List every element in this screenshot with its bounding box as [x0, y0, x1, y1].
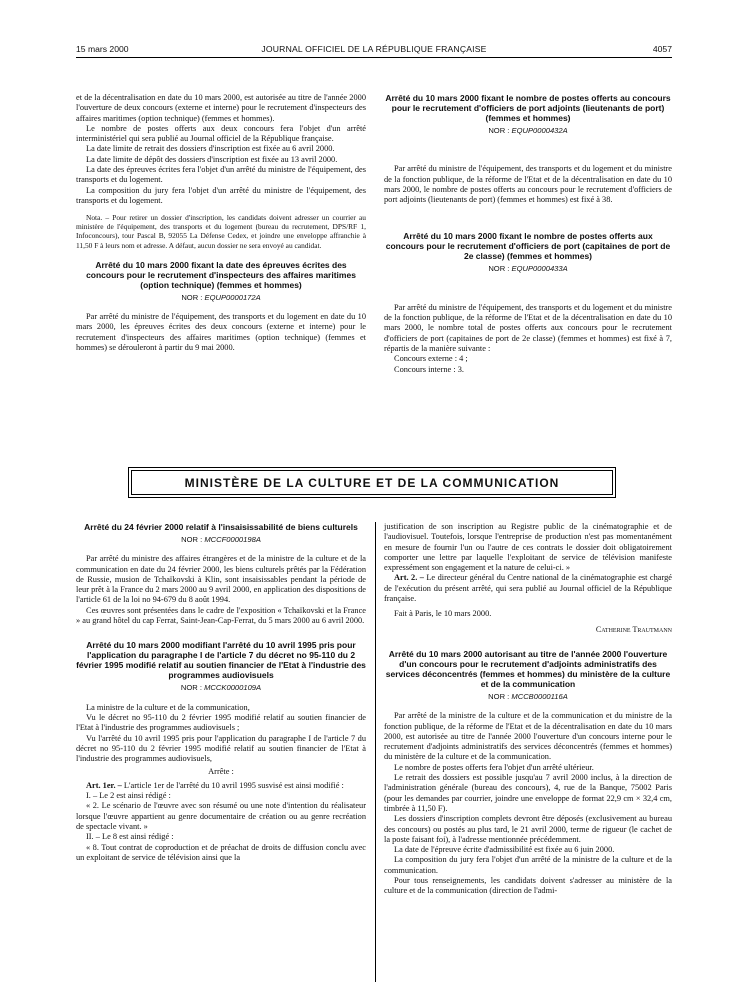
article-body — [76, 781, 366, 791]
nor-code: MCCK0000109A — [204, 683, 262, 693]
top-right-column — [384, 93, 672, 375]
article-body: Les dossiers d'inscription complets devront être déposés (exclusivement au bureau des concours) ou postés au plus tard, le 21 avril 2000, terme de rigueur (le cachet de la poste faisant foi), à l'adresse mentionnée précédemment. — [384, 814, 672, 844]
article-body: « 8. Tout contrat de coproduction et de préachat de droits de diffusion conclu avec un exploitant de service de télévision ainsi que la — [76, 842, 366, 862]
header-date: 15 mars 2000 — [76, 44, 129, 54]
nor-label: NOR : — [488, 264, 512, 274]
article-title: Arrêté du 10 mars 2000 autorisant au titre de l'année 2000 l'ouverture d'un concours pour le recrutement d'adjoints administratifs des services déconcentrés (femmes et hommes) du ministère de la culture et de la communication — [385, 648, 671, 689]
article-title: Arrêté du 24 février 2000 relatif à l'insaisissabilité de biens culturels — [84, 522, 358, 532]
nor-reference — [384, 126, 672, 136]
nor-label: NOR : — [180, 683, 205, 693]
nor-code: EQUP0000172A — [204, 292, 261, 302]
paragraph: et de la décentralisation en date du 10 mars 2000, est autorisée au titre de l'année 2000 l'ouverture de deux concours (externe et interne) pour le recrutement d'inspecteurs des affaires maritimes (option technique) (femmes et hommes). — [76, 93, 366, 123]
ministry-heading: MINISTÈRE DE LA CULTURE ET DE LA COMMUNICATION — [131, 470, 613, 495]
nor-reference — [76, 535, 366, 545]
nor-reference — [384, 692, 672, 702]
article-title: Arrêté du 10 mars 2000 fixant le nombre de postes offerts aux concours pour le recrutement d'officiers de port (capitaines de port de 2e classe) (femmes et hommes) — [385, 231, 671, 262]
nor-label: NOR : — [181, 535, 205, 544]
arrete-label: Arrête : — [208, 767, 234, 777]
article-body: Vu l'arrêté du 10 avril 1995 pris pour l'application du paragraphe I de l'article 7 du décret no 95-110 du 2 février 1995 modifié relatif au soutien financier de l'Etat à l'industrie des programmes audiovisuels, — [76, 733, 366, 764]
article-label: Art. 2. – — [394, 573, 424, 583]
paragraph: Le nombre de postes offerts aux deux concours fera l'objet d'un arrêté interministériel qui sera publié au Journal officiel de la République française. — [76, 123, 366, 144]
nota-note: Nota. – Pour retirer un dossier d'inscription, les candidats doivent adresser un courrier au ministère de l'équipement, des transports et du logement (bureau du recrutement, DPS/RF 1, Infoconcours), tour Pascal B, 92055 La Défense Cedex, et joindre une enveloppe affranchie à 11,50 F à leurs nom et adresse. A défaut, aucun dossier ne sera envoyé au candidat. — [76, 213, 366, 250]
header-journal-title: JOURNAL OFFICIEL DE LA RÉPUBLIQUE FRANÇAISE — [261, 44, 487, 54]
paragraph: La composition du jury fera l'objet d'un arrêté du ministre de l'équipement, des transports et du logement. — [76, 185, 366, 205]
article-text: Le directeur général du Centre national de la cinématographie est chargé de l'exécution du présent arrêté, qui sera publié au Journal officiel de la République française. — [384, 573, 672, 604]
article-label: Art. 1er. – — [86, 780, 122, 790]
article-body: Par arrêté du ministre de l'équipement, des transports et du logement en date du 10 mars 2000, les épreuves écrites des deux concours (externe et interne) pour le recrutement d'inspecteurs des affaires maritimes (option technique) (femmes et hommes) se dérouleront à partir du 9 mai 2000. — [76, 311, 366, 352]
article-body: La composition du jury fera l'objet d'un arrêté de la ministre de la culture et de la communication. — [384, 855, 672, 875]
article-body: I. – Le 2 est ainsi rédigé : — [86, 791, 171, 801]
article-body: Ces œuvres sont présentées dans le cadre de l'exposition « Tchaïkovski et la France » au grand hôtel du cap Ferrat, Saint-Jean-Cap-Ferrat, du 5 mars 2000 au 6 avril 2000. — [76, 605, 366, 626]
bottom-left-column — [76, 522, 366, 863]
article-title: Arrêté du 10 mars 2000 fixant la date des épreuves écrites des concours pour le recrutement d'inspecteurs des affaires maritimes (option technique) (femmes et hommes) — [86, 259, 356, 290]
nor-reference — [76, 293, 366, 303]
nor-code: EQUP0000433A — [511, 264, 568, 274]
nor-code: EQUP0000432A — [511, 126, 568, 135]
paragraph: La date limite de retrait des dossiers d'inscription est fixée au 6 avril 2000. — [86, 144, 335, 154]
signing-place-date: Fait à Paris, le 10 mars 2000. — [394, 609, 492, 619]
header-page-number: 4057 — [652, 44, 672, 54]
nor-reference — [76, 683, 366, 693]
article-body: Le retrait des dossiers est possible jusqu'au 7 avril 2000 inclus, à la direction de l'administration générale (bureau des concours), 4, rue de la Banque, 75002 Paris (pour les demandes par courrier, joindre une enveloppe de format 22,9 cm × 32,4 cm, timbrée à 11,50 F). — [384, 773, 672, 813]
article-body: Vu le décret no 95-110 du 2 février 1995 modifié relatif au soutien financier de l'Etat à l'industrie des programmes audiovisuels ; — [76, 712, 366, 733]
list-line: Concours externe : 4 ; — [394, 354, 468, 364]
article-body — [384, 573, 672, 604]
article-body: La date de l'épreuve écrite d'admissibilité est fixée au 6 juin 2000. — [394, 845, 615, 855]
article-title: Arrêté du 10 mars 2000 fixant le nombre de postes offerts au concours pour le recrutement d'officiers de port adjoints (lieutenants de port) (femmes et hommes) — [385, 93, 671, 123]
article-body: La ministre de la culture et de la communication, — [86, 702, 250, 712]
signature: Catherine Trautmann — [595, 624, 672, 634]
paragraph: La date limite de dépôt des dossiers d'inscription est fixée au 13 avril 2000. — [86, 154, 338, 164]
nor-label: NOR : — [488, 126, 512, 135]
list-line: Concours interne : 3. — [394, 364, 464, 374]
nor-label: NOR : — [488, 691, 512, 701]
header-rule — [76, 57, 672, 58]
article-body: justification de son inscription au Registre public de la cinématographie et de l'audiovisuel. Toutefois, lorsque l'entreprise de production n'est pas momentanément en mesure de fournir l'un ou l'autre de ces contrats le dossier doit obligatoirement comporter une lettre par laquelle l'exploitant de service de télévision manifeste expressément son engagement et la nature de celui-ci. » — [384, 522, 672, 573]
article-body: Le nombre de postes offerts fera l'objet d'un arrêté ultérieur. — [394, 762, 594, 772]
article-body: Pour tous renseignements, les candidats doivent s'adresser au ministère de la culture et de la communication (direction de l'admi- — [384, 876, 672, 896]
column-rule — [375, 522, 376, 982]
paragraph: La date des épreuves écrites fera l'objet d'un arrêté du ministre de l'équipement, des transports et du logement. — [76, 165, 366, 185]
article-body: « 2. Le scénario de l'œuvre avec son résumé ou une note d'intention du réalisateur lorsque l'œuvre appartient au genre documentaire de création ou au genre recréation de spectacle vivant. » — [76, 801, 366, 831]
article-body: Par arrêté de la ministre de la culture et de la communication et du ministre de la fonction publique, de la réforme de l'Etat et de la décentralisation en date du 10 mars 2000, est autorisée au titre de l'année 2000 l'ouverture d'un concours interne pour le recrutement d'adjoints administratifs des services déconcentrés (femmes et hommes) du ministère de la culture et de la communication. — [384, 711, 672, 762]
nor-code: MCCF0000198A — [204, 535, 261, 544]
article-body: Par arrêté du ministre des affaires étrangères et de la ministre de la culture et de la communication en date du 24 février 2000, les biens culturels prêtés par la Fédération de Russie, musion de Tchaïkovski à Klin, sont insaisissables pendant la période de leur prêt à la France du 2 mars 2000 au 9 avril 2000, en application des dispositions de l'article 61 de la loi no 94-679 du 8 août 1994. — [76, 554, 366, 605]
article-title: Arrêté du 10 mars 2000 modifiant l'arrêté du 10 avril 1995 pris pour l'application du paragraphe I de l'article 7 du décret no 95-110 du 2 février 1995 modifié relatif au soutien financier de l'Etat à l'industrie des programmes audiovisuels — [76, 640, 366, 681]
nor-label: NOR : — [181, 292, 205, 302]
article-body: Par arrêté du ministre de l'équipement, des transports et du logement et du ministre de la fonction publique, de la réforme de l'Etat et de la décentralisation en date du 10 mars 2000, le nombre de postes offerts au concours pour le recrutement d'officiers de port adjoints (lieutenants de port) (femmes et hommes) est fixé à 38. — [384, 164, 672, 205]
nor-code: MCCB0000116A — [511, 691, 568, 701]
bottom-right-column — [384, 522, 672, 897]
article-body: Par arrêté du ministre de l'équipement, des transports et du logement et du ministre de la fonction publique, de la réforme de l'Etat et de la décentralisation en date du 10 mars 2000, le nombre total de postes offerts aux concours pour le recrutement d'officiers de port (capitaines de port de 2e classe) (femmes et hommes) est fixé à 7, répartis de la manière suivante : — [384, 302, 672, 353]
top-left-column — [76, 93, 366, 353]
nor-reference — [384, 264, 672, 274]
article-body: II. – Le 8 est ainsi rédigé : — [86, 832, 174, 842]
article-text: L'article 1er de l'arrêté du 10 avril 1995 susvisé est ainsi modifié : — [121, 780, 344, 790]
